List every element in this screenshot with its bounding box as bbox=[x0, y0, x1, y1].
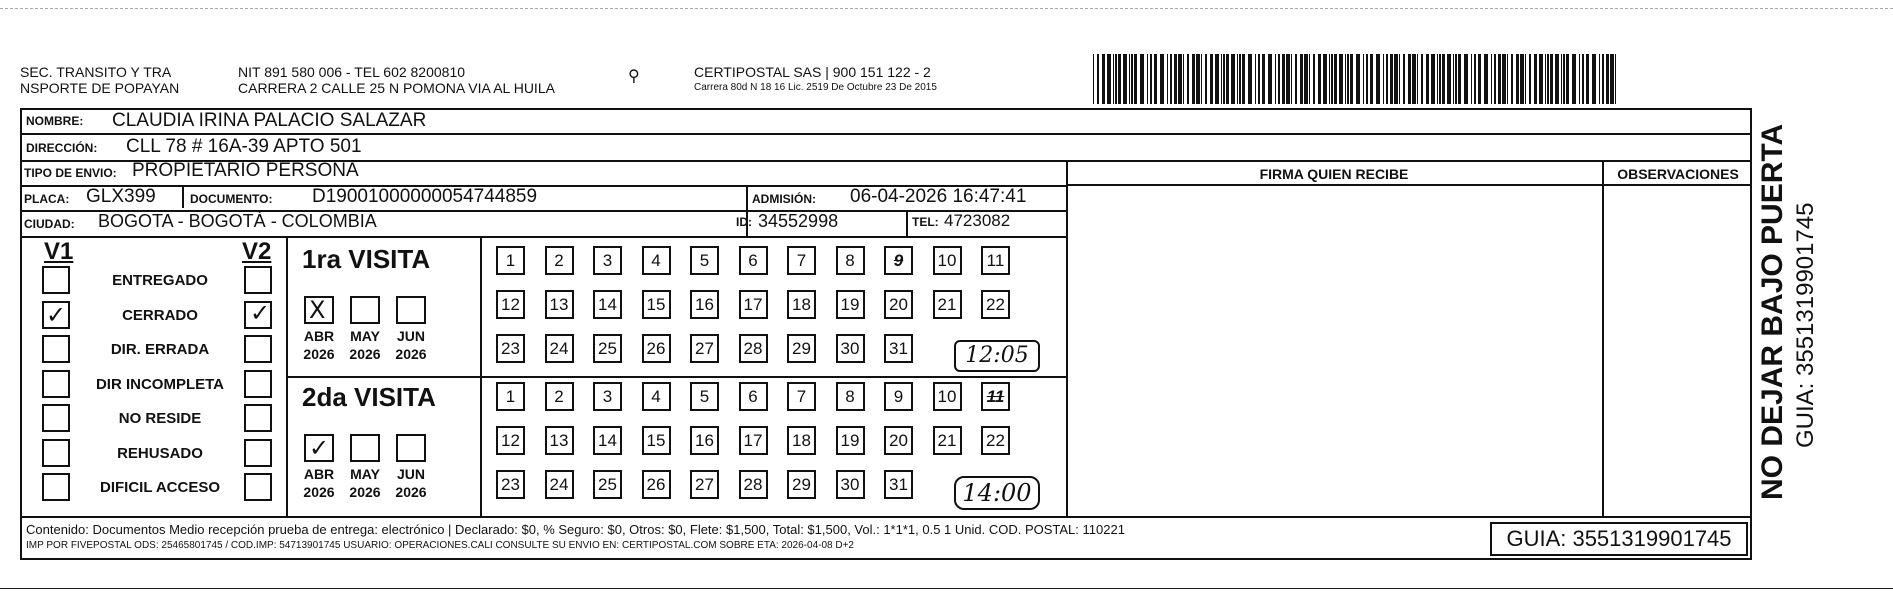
admision-value: 06-04-2026 16:47:41 bbox=[850, 186, 1027, 207]
day-box[interactable]: 19 bbox=[836, 290, 865, 319]
month-label: MAY bbox=[350, 328, 380, 344]
status-label: DIR. ERRADA bbox=[110, 341, 210, 358]
month-checkbox[interactable] bbox=[396, 296, 426, 324]
day-box[interactable]: 3 bbox=[593, 382, 622, 411]
tel-value: 4723082 bbox=[944, 211, 1011, 230]
day-box[interactable]: 28 bbox=[739, 470, 768, 499]
day-box[interactable]: 7 bbox=[787, 246, 816, 275]
month-label: MAY bbox=[350, 466, 380, 482]
day-box[interactable]: 23 bbox=[496, 470, 525, 499]
day-box[interactable]: 12 bbox=[496, 290, 525, 319]
day-box[interactable]: 31 bbox=[884, 470, 913, 499]
id-label: ID: bbox=[736, 215, 752, 229]
month-checkbox[interactable]: X bbox=[304, 296, 334, 324]
day-box[interactable]: 4 bbox=[642, 382, 671, 411]
footer-content-line: Contenido: Documentos Medio recepción prueba de entrega: electrónico | Declarado: $0, % Seguro: $0, Otros: $0, Flete: $1,500, Total: $1,500, Vol.: 1*1*1, 0.5 1 Unid. COD. POSTAL: 110221 bbox=[26, 522, 1125, 537]
barcode-icon bbox=[1093, 54, 1623, 104]
certipostal-logo-icon: ⚲ bbox=[628, 68, 640, 85]
v1-checkbox[interactable] bbox=[42, 439, 70, 467]
status-label: NO RESIDE bbox=[118, 410, 202, 427]
observations-area[interactable] bbox=[1604, 186, 1750, 514]
day-box[interactable]: 17 bbox=[739, 426, 768, 455]
direccion-row bbox=[20, 133, 1752, 160]
year-label: 2026 bbox=[395, 346, 427, 362]
tipo-label: TIPO DE ENVIO: bbox=[24, 166, 117, 180]
day-box[interactable]: 23 bbox=[496, 334, 525, 363]
day-box[interactable]: 30 bbox=[836, 334, 865, 363]
v2-checkbox[interactable] bbox=[244, 370, 272, 398]
day-box[interactable]: 20 bbox=[884, 426, 913, 455]
documento-label: DOCUMENTO: bbox=[190, 192, 273, 206]
day-box[interactable]: 26 bbox=[642, 470, 671, 499]
month-checkbox[interactable] bbox=[396, 434, 426, 462]
status-label: DIFICIL ACCESO bbox=[99, 479, 220, 496]
day-box[interactable]: 19 bbox=[836, 426, 865, 455]
observaciones-header: OBSERVACIONES bbox=[1617, 166, 1739, 182]
day-box[interactable]: 13 bbox=[545, 290, 574, 319]
status-label: ENTREGADO bbox=[112, 272, 208, 289]
no-dejar-vertical: NO DEJAR BAJO PUERTA bbox=[1756, 123, 1789, 500]
day-box[interactable]: 15 bbox=[642, 426, 671, 455]
day-box[interactable]: 10 bbox=[933, 246, 962, 275]
v1-checkbox[interactable] bbox=[42, 370, 70, 398]
placa-value: GLX399 bbox=[86, 186, 156, 207]
nit-line2: CARRERA 2 CALLE 25 N POMONA VIA AL HUILA bbox=[238, 80, 555, 96]
month-label: ABR bbox=[303, 466, 335, 482]
day-box[interactable]: 27 bbox=[690, 334, 719, 363]
day-box[interactable]: 18 bbox=[787, 426, 816, 455]
day-box[interactable]: 4 bbox=[642, 246, 671, 275]
v2-checkbox[interactable] bbox=[244, 335, 272, 363]
day-box[interactable]: 14 bbox=[593, 290, 622, 319]
documento-value: D19001000000054744859 bbox=[312, 186, 538, 207]
day-box[interactable]: 9 bbox=[884, 246, 913, 275]
day-box[interactable]: 26 bbox=[642, 334, 671, 363]
month-checkbox[interactable] bbox=[350, 434, 380, 462]
day-box[interactable]: 30 bbox=[836, 470, 865, 499]
scan-edge bbox=[0, 8, 1893, 10]
month-checkbox[interactable]: ✓ bbox=[304, 434, 334, 462]
first-visit-title: 1ra VISITA bbox=[302, 244, 431, 274]
day-box[interactable]: 20 bbox=[884, 290, 913, 319]
scan-edge-bottom bbox=[0, 588, 1893, 589]
month-checkbox[interactable] bbox=[350, 296, 380, 324]
day-box[interactable]: 16 bbox=[690, 426, 719, 455]
day-box[interactable]: 5 bbox=[690, 382, 719, 411]
year-label: 2026 bbox=[349, 346, 381, 362]
nombre-value: CLAUDIA IRINA PALACIO SALAZAR bbox=[112, 110, 427, 131]
day-box[interactable]: 13 bbox=[545, 426, 574, 455]
first-visit-time[interactable]: 12:05 bbox=[954, 340, 1040, 372]
day-box[interactable]: 29 bbox=[787, 470, 816, 499]
year-label: 2026 bbox=[395, 484, 427, 500]
day-box[interactable]: 3 bbox=[593, 246, 622, 275]
day-box[interactable]: 11 bbox=[981, 382, 1010, 411]
direccion-value: CLL 78 # 16A-39 APTO 501 bbox=[126, 136, 362, 157]
day-box[interactable]: 17 bbox=[739, 290, 768, 319]
footer-guia: GUIA: 3551319901745 bbox=[1490, 522, 1748, 556]
day-box[interactable]: 14 bbox=[593, 426, 622, 455]
day-box[interactable]: 31 bbox=[884, 334, 913, 363]
day-box[interactable]: 22 bbox=[981, 290, 1010, 319]
day-box[interactable]: 22 bbox=[981, 426, 1010, 455]
day-box[interactable]: 8 bbox=[836, 382, 865, 411]
nit-line1: NIT 891 580 006 - TEL 602 8200810 bbox=[238, 64, 466, 80]
status-label: DIR INCOMPLETA bbox=[95, 375, 225, 393]
certipostal-line2: Carrera 80d N 18 16 Lic. 2519 De Octubre 23 De 2015 bbox=[694, 82, 937, 93]
v1-checkbox[interactable] bbox=[42, 266, 70, 294]
day-box[interactable]: 27 bbox=[690, 470, 719, 499]
org-name-line1: SEC. TRANSITO Y TRA bbox=[20, 64, 172, 80]
day-box[interactable]: 6 bbox=[739, 382, 768, 411]
day-box[interactable]: 1 bbox=[496, 246, 525, 275]
day-box[interactable]: 24 bbox=[545, 334, 574, 363]
nombre-row bbox=[20, 108, 1752, 135]
day-box[interactable]: 2 bbox=[545, 246, 574, 275]
day-box[interactable]: 12 bbox=[496, 426, 525, 455]
year-label: 2026 bbox=[303, 484, 335, 500]
year-label: 2026 bbox=[349, 484, 381, 500]
day-box[interactable]: 11 bbox=[981, 246, 1010, 275]
second-visit-title: 2da VISITA bbox=[302, 382, 436, 412]
day-box[interactable]: 21 bbox=[933, 290, 962, 319]
v1-checkbox[interactable] bbox=[42, 473, 70, 501]
footer-imp-line: IMP POR FIVEPOSTAL ODS: 25465801745 / COD.IMP: 54713901745 USUARIO: OPERACIONES.CALI CONSULTE SU ENVIO EN: CERTIPOSTAL.COM SOBRE ETA: 2026-04-08 D+2 bbox=[26, 540, 854, 551]
v2-checkbox[interactable] bbox=[244, 404, 272, 432]
day-box[interactable]: 6 bbox=[739, 246, 768, 275]
day-box[interactable]: 24 bbox=[545, 470, 574, 499]
tipo-value: PROPIETARIO PERSONA bbox=[132, 160, 359, 181]
day-box[interactable]: 10 bbox=[933, 382, 962, 411]
day-box[interactable]: 1 bbox=[496, 382, 525, 411]
day-box[interactable]: 2 bbox=[545, 382, 574, 411]
second-visit-time[interactable]: 14:00 bbox=[954, 476, 1040, 510]
v2-checkbox[interactable]: ✓ bbox=[244, 301, 272, 329]
day-box[interactable]: 7 bbox=[787, 382, 816, 411]
signature-area[interactable] bbox=[1068, 186, 1600, 514]
day-box[interactable]: 5 bbox=[690, 246, 719, 275]
day-box[interactable]: 25 bbox=[593, 334, 622, 363]
day-box[interactable]: 28 bbox=[739, 334, 768, 363]
side-guia-vertical: GUIA: 3551319901745 bbox=[1792, 202, 1819, 448]
direccion-label: DIRECCIÓN: bbox=[26, 141, 98, 155]
month-label: JUN bbox=[396, 328, 425, 344]
day-box[interactable]: 9 bbox=[884, 382, 913, 411]
year-label: 2026 bbox=[303, 346, 335, 362]
month-label: ABR bbox=[303, 328, 335, 344]
v2-checkbox[interactable] bbox=[244, 266, 272, 294]
day-box[interactable]: 21 bbox=[933, 426, 962, 455]
v1-header: V1 bbox=[44, 238, 74, 265]
v2-checkbox[interactable] bbox=[244, 439, 272, 467]
admision-label: ADMISIÓN: bbox=[752, 192, 816, 206]
month-label: JUN bbox=[396, 466, 425, 482]
day-box[interactable]: 25 bbox=[593, 470, 622, 499]
v1-checkbox[interactable]: ✓ bbox=[42, 301, 70, 329]
day-box[interactable]: 29 bbox=[787, 334, 816, 363]
tel-label: TEL: bbox=[912, 215, 939, 229]
v2-checkbox[interactable] bbox=[244, 473, 272, 501]
ciudad-label: CIUDAD: bbox=[24, 217, 75, 231]
nombre-label: NOMBRE: bbox=[26, 114, 84, 128]
ciudad-value: BOGOTA - BOGOTÁ - COLOMBIA bbox=[98, 211, 377, 231]
status-label: REHUSADO bbox=[117, 444, 203, 462]
certipostal-line1: CERTIPOSTAL SAS | 900 151 122 - 2 bbox=[694, 64, 931, 80]
id-value: 34552998 bbox=[758, 211, 839, 231]
day-box[interactable]: 15 bbox=[642, 290, 671, 319]
day-box[interactable]: 8 bbox=[836, 246, 865, 275]
v2-header: V2 bbox=[242, 238, 272, 265]
org-name-line2: NSPORTE DE POPAYAN bbox=[20, 80, 180, 96]
v1-checkbox[interactable] bbox=[42, 335, 70, 363]
day-box[interactable]: 16 bbox=[690, 290, 719, 319]
status-label: CERRADO bbox=[122, 306, 198, 324]
v1-checkbox[interactable] bbox=[42, 404, 70, 432]
firma-header: FIRMA QUIEN RECIBE bbox=[1259, 166, 1409, 182]
day-box[interactable]: 18 bbox=[787, 290, 816, 319]
placa-label: PLACA: bbox=[24, 192, 70, 206]
